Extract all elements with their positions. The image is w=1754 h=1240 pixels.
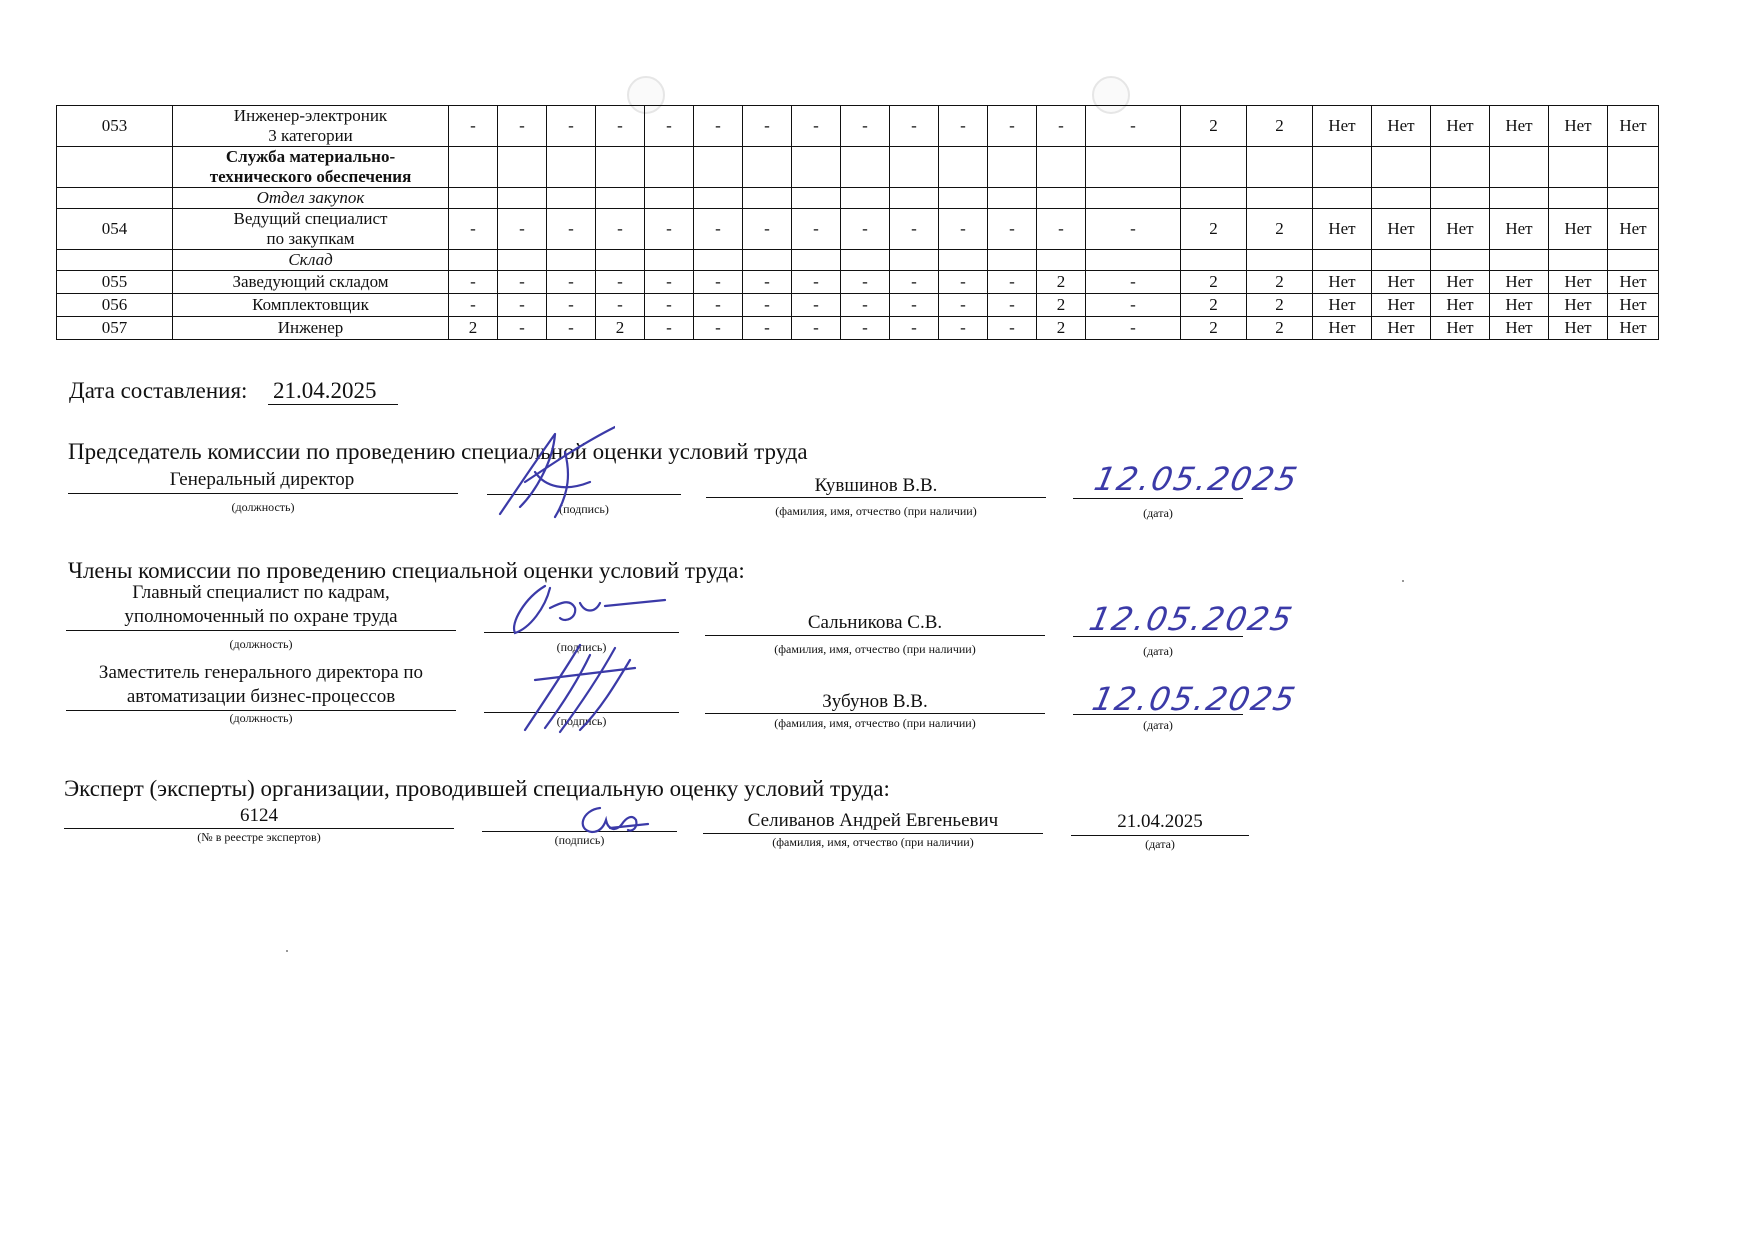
position-number: 057 [57, 317, 173, 340]
subsection-name-text: Склад [288, 250, 333, 269]
expert-registry-line [64, 828, 454, 829]
table-cell [547, 147, 596, 188]
table-cell: Нет [1490, 209, 1549, 250]
section-name-line: технического обеспечения [209, 167, 412, 186]
table-row [57, 317, 1659, 340]
table-cell: - [841, 294, 890, 317]
table-cell: Нет [1313, 294, 1372, 317]
member2-position-caption: (должность) [229, 711, 293, 725]
table-cell: Нет [1608, 271, 1659, 294]
table-cell [792, 147, 841, 188]
table-cell: 2 [596, 317, 645, 340]
chairman-heading: Председатель комиссии по проведению специальной оценки условий труда [68, 439, 808, 464]
table-cell [1608, 147, 1659, 188]
table-cell [645, 188, 694, 209]
table-cell: - [939, 294, 988, 317]
position-number: 054 [57, 209, 173, 250]
table-cell: 2 [1037, 317, 1086, 340]
table-cell [547, 250, 596, 271]
position-number: 056 [57, 294, 173, 317]
position-number [57, 147, 173, 188]
table-cell [1181, 250, 1247, 271]
table-cell [498, 188, 547, 209]
chairman-date-line [1073, 498, 1243, 499]
table-cell [1372, 147, 1431, 188]
table-cell: Нет [1313, 106, 1372, 147]
table-cell: - [1086, 317, 1181, 340]
scan-speck [1402, 580, 1404, 582]
member1-name-line [705, 635, 1045, 636]
position-name-line: Инженер-электроник [233, 106, 388, 125]
table-cell [645, 250, 694, 271]
table-cell: - [890, 106, 939, 147]
scan-speck [286, 950, 288, 952]
table-cell [1431, 188, 1490, 209]
table-cell: Нет [1608, 106, 1659, 147]
table-cell: 2 [1181, 294, 1247, 317]
table-cell: - [792, 317, 841, 340]
table-cell: - [547, 209, 596, 250]
member1-name-caption: (фамилия, имя, отчество (при наличии) [774, 642, 976, 656]
table-row [57, 106, 1659, 147]
table-cell: - [939, 106, 988, 147]
table-cell [1037, 188, 1086, 209]
table-cell: - [645, 271, 694, 294]
table-cell: - [596, 106, 645, 147]
table-cell [1181, 188, 1247, 209]
table-cell: Нет [1549, 271, 1608, 294]
table-cell: - [988, 294, 1037, 317]
member2-signature-caption: (подпись) [556, 714, 607, 728]
position-name-line: 3 категории [268, 126, 353, 145]
position-number: 053 [57, 106, 173, 147]
table-cell: - [939, 317, 988, 340]
member1-date-caption: (дата) [1143, 644, 1173, 658]
table-cell: - [498, 294, 547, 317]
table-cell: Нет [1313, 317, 1372, 340]
chairman-signature-caption: (подпись) [559, 502, 609, 516]
table-cell: 2 [1181, 106, 1247, 147]
table-cell [841, 250, 890, 271]
table-cell [694, 147, 743, 188]
table-cell: Нет [1372, 209, 1431, 250]
table-cell: 2 [1247, 294, 1313, 317]
table-cell: - [792, 271, 841, 294]
table-cell: 2 [1181, 317, 1247, 340]
table-cell: Нет [1490, 317, 1549, 340]
subsection-name [173, 250, 449, 271]
position-name-line: Комплектовщик [252, 295, 369, 314]
table-cell: - [1037, 106, 1086, 147]
table-cell [645, 147, 694, 188]
table-cell [1490, 250, 1549, 271]
table-cell [1431, 250, 1490, 271]
position-name-line: по закупкам [266, 229, 355, 248]
chairman-name-line [706, 497, 1046, 498]
table-cell: Нет [1490, 106, 1549, 147]
table-cell [1608, 250, 1659, 271]
table-cell [988, 250, 1037, 271]
position-name [173, 317, 449, 340]
member1-date-handwritten: 12.05.2025 [1085, 600, 1298, 638]
table-cell: Нет [1490, 271, 1549, 294]
table-cell [1549, 250, 1608, 271]
table-cell [939, 147, 988, 188]
table-cell: - [841, 209, 890, 250]
table-cell: - [792, 106, 841, 147]
table-cell [1247, 188, 1313, 209]
chairman-position: Генеральный директор [169, 469, 355, 490]
table-cell: - [743, 209, 792, 250]
table-cell: - [890, 317, 939, 340]
member2-signature [520, 640, 650, 735]
table-cell: - [596, 271, 645, 294]
table-cell: - [645, 209, 694, 250]
table-cell: - [694, 271, 743, 294]
table-cell [1313, 147, 1372, 188]
expert-date-caption: (дата) [1145, 837, 1175, 851]
chairman-position-line [68, 493, 458, 494]
table-cell: - [988, 317, 1037, 340]
table-cell [1431, 147, 1490, 188]
position-name [173, 294, 449, 317]
member1-date-line [1073, 636, 1243, 637]
table-row [57, 294, 1659, 317]
table-cell: Нет [1549, 209, 1608, 250]
table-cell [890, 250, 939, 271]
table-cell: Нет [1431, 209, 1490, 250]
section-name [173, 147, 449, 188]
table-cell: - [449, 294, 498, 317]
member2-position-line2: автоматизации бизнес-процессов [126, 686, 396, 707]
table-cell: 2 [1247, 106, 1313, 147]
table-cell: Нет [1431, 106, 1490, 147]
chairman-name: Кувшинов В.В. [814, 475, 938, 496]
expert-signature-caption: (подпись) [554, 833, 605, 847]
member1-signature-caption: (подпись) [556, 640, 607, 654]
table-cell: Нет [1431, 271, 1490, 294]
table-cell: - [596, 294, 645, 317]
table-cell [1181, 147, 1247, 188]
position-name-line: Инженер [277, 318, 344, 337]
member2-position-line1: Заместитель генерального директора по [98, 662, 424, 683]
table-cell [498, 147, 547, 188]
table-cell: - [449, 271, 498, 294]
expert-name: Селиванов Андрей Евгеньевич [747, 810, 999, 831]
table-cell [1372, 188, 1431, 209]
table-cell: Нет [1549, 106, 1608, 147]
member2-date-line [1073, 714, 1243, 715]
table-cell: Нет [1549, 294, 1608, 317]
expert-date-line [1071, 835, 1249, 836]
table-cell [1247, 147, 1313, 188]
table-cell: Нет [1372, 294, 1431, 317]
table-cell [1549, 188, 1608, 209]
table-cell: Нет [1608, 209, 1659, 250]
table-cell: - [694, 294, 743, 317]
table-cell: Нет [1608, 294, 1659, 317]
table-cell [988, 147, 1037, 188]
table-cell [449, 147, 498, 188]
position-name [173, 271, 449, 294]
table-cell: - [1086, 106, 1181, 147]
table-cell [792, 250, 841, 271]
table-cell [743, 188, 792, 209]
table-cell: Нет [1372, 271, 1431, 294]
chairman-name-caption: (фамилия, имя, отчество (при наличии) [775, 504, 977, 518]
table-cell: Нет [1372, 106, 1431, 147]
member1-position-caption: (должность) [229, 637, 293, 651]
table-cell: - [694, 209, 743, 250]
table-cell: 2 [1037, 294, 1086, 317]
table-cell [1372, 250, 1431, 271]
table-cell: - [498, 209, 547, 250]
member2-name-line [705, 713, 1045, 714]
table-cell [988, 188, 1037, 209]
table-cell: Нет [1490, 294, 1549, 317]
table-cell: - [547, 294, 596, 317]
member1-position-line1: Главный специалист по кадрам, [132, 582, 390, 603]
table-cell: - [694, 106, 743, 147]
table-cell: - [645, 106, 694, 147]
table-cell [596, 147, 645, 188]
table-cell: - [1086, 271, 1181, 294]
table-cell [1086, 147, 1181, 188]
expert-signature [570, 802, 650, 838]
member1-signature [505, 578, 670, 638]
table-cell: - [792, 209, 841, 250]
compile-date-value: 21.04.2025 [273, 378, 377, 403]
table-cell: Нет [1313, 271, 1372, 294]
table-cell: - [841, 106, 890, 147]
table-cell: - [841, 271, 890, 294]
expert-registry-number: 6124 [240, 805, 278, 826]
table-cell [1086, 250, 1181, 271]
table-cell: Нет [1431, 294, 1490, 317]
expert-name-caption: (фамилия, имя, отчество (при наличии) [772, 835, 974, 849]
table-cell [841, 147, 890, 188]
table-cell: - [498, 317, 547, 340]
table-cell: 2 [1181, 209, 1247, 250]
table-cell [1037, 250, 1086, 271]
position-name-line: Ведущий специалист [233, 209, 388, 228]
table-cell: 2 [1037, 271, 1086, 294]
table-cell: - [841, 317, 890, 340]
member1-position-line2: уполномоченный по охране труда [124, 606, 398, 627]
subsection-name [173, 188, 449, 209]
expert-registry-caption: (№ в реестре экспертов) [197, 830, 321, 844]
section-name-line: Служба материально- [225, 147, 396, 166]
table-cell: - [939, 209, 988, 250]
table-cell: Нет [1431, 317, 1490, 340]
table-cell [743, 147, 792, 188]
table-cell [1549, 147, 1608, 188]
table-cell [939, 250, 988, 271]
compile-date-underline [268, 404, 398, 405]
table-cell [498, 250, 547, 271]
table-cell: - [743, 317, 792, 340]
table-cell [1086, 188, 1181, 209]
table-cell: - [498, 271, 547, 294]
table-row [57, 147, 1659, 188]
table-cell [449, 188, 498, 209]
table-cell: 2 [1247, 317, 1313, 340]
table-cell [1490, 147, 1549, 188]
table-cell: - [596, 209, 645, 250]
table-cell [890, 188, 939, 209]
chairman-date-handwritten: 12.05.2025 [1090, 460, 1303, 498]
table-cell: Нет [1372, 317, 1431, 340]
table-cell: - [890, 209, 939, 250]
table-cell: - [547, 317, 596, 340]
table-cell: Нет [1549, 317, 1608, 340]
table-cell: 2 [1247, 209, 1313, 250]
table-cell: - [890, 294, 939, 317]
table-cell: - [1086, 294, 1181, 317]
chairman-date-caption: (дата) [1143, 506, 1173, 520]
table-cell [1313, 250, 1372, 271]
position-name-line: Заведующий складом [232, 272, 389, 291]
table-cell [547, 188, 596, 209]
table-cell [596, 250, 645, 271]
table-cell: - [743, 294, 792, 317]
position-number [57, 250, 173, 271]
table-cell: - [449, 106, 498, 147]
expert-name-line [703, 833, 1043, 834]
table-cell: - [743, 106, 792, 147]
table-cell: - [988, 106, 1037, 147]
member2-name-caption: (фамилия, имя, отчество (при наличии) [774, 716, 976, 730]
compile-date-label: Дата составления: [69, 378, 248, 403]
table-cell [1313, 188, 1372, 209]
table-cell: - [645, 294, 694, 317]
table-cell: - [988, 271, 1037, 294]
position-number: 055 [57, 271, 173, 294]
table-cell [890, 147, 939, 188]
table-cell: - [694, 317, 743, 340]
table-cell: - [890, 271, 939, 294]
expert-heading: Эксперт (эксперты) организации, проводившей специальную оценку условий труда: [64, 776, 890, 801]
table-cell: - [1037, 209, 1086, 250]
table-row [57, 209, 1659, 250]
member2-date-caption: (дата) [1143, 718, 1173, 732]
table-cell: - [988, 209, 1037, 250]
table-cell [792, 188, 841, 209]
table-cell: - [939, 271, 988, 294]
table-cell [596, 188, 645, 209]
table-cell: - [645, 317, 694, 340]
table-cell: Нет [1313, 209, 1372, 250]
position-name [173, 209, 449, 250]
table-cell: 2 [1247, 271, 1313, 294]
member1-position-line [66, 630, 456, 631]
table-cell: - [498, 106, 547, 147]
table-cell [743, 250, 792, 271]
table-cell: - [547, 106, 596, 147]
sout-results-table [56, 105, 1659, 340]
table-row [57, 250, 1659, 271]
table-cell [694, 188, 743, 209]
member2-date-handwritten: 12.05.2025 [1088, 680, 1301, 718]
position-name [173, 106, 449, 147]
table-cell: - [1086, 209, 1181, 250]
subsection-name-text: Отдел закупок [256, 188, 365, 207]
table-row [57, 271, 1659, 294]
table-cell [1608, 188, 1659, 209]
table-cell [841, 188, 890, 209]
members-heading: Члены комиссии по проведению специальной оценки условий труда: [68, 558, 745, 583]
table-row [57, 188, 1659, 209]
position-number [57, 188, 173, 209]
table-cell: 2 [449, 317, 498, 340]
expert-date: 21.04.2025 [1117, 811, 1203, 832]
table-cell [1490, 188, 1549, 209]
chairman-position-caption: (должность) [231, 500, 295, 514]
table-cell: - [547, 271, 596, 294]
table-cell [1247, 250, 1313, 271]
table-cell [694, 250, 743, 271]
table-cell [1037, 147, 1086, 188]
table-cell: Нет [1608, 317, 1659, 340]
member2-name: Зубунов В.В. [822, 691, 928, 712]
table-cell: 2 [1181, 271, 1247, 294]
table-cell [449, 250, 498, 271]
member1-name: Сальникова С.В. [807, 612, 943, 633]
table-cell: - [743, 271, 792, 294]
table-cell: - [449, 209, 498, 250]
table-cell [939, 188, 988, 209]
table-cell: - [792, 294, 841, 317]
chairman-signature [495, 422, 615, 522]
